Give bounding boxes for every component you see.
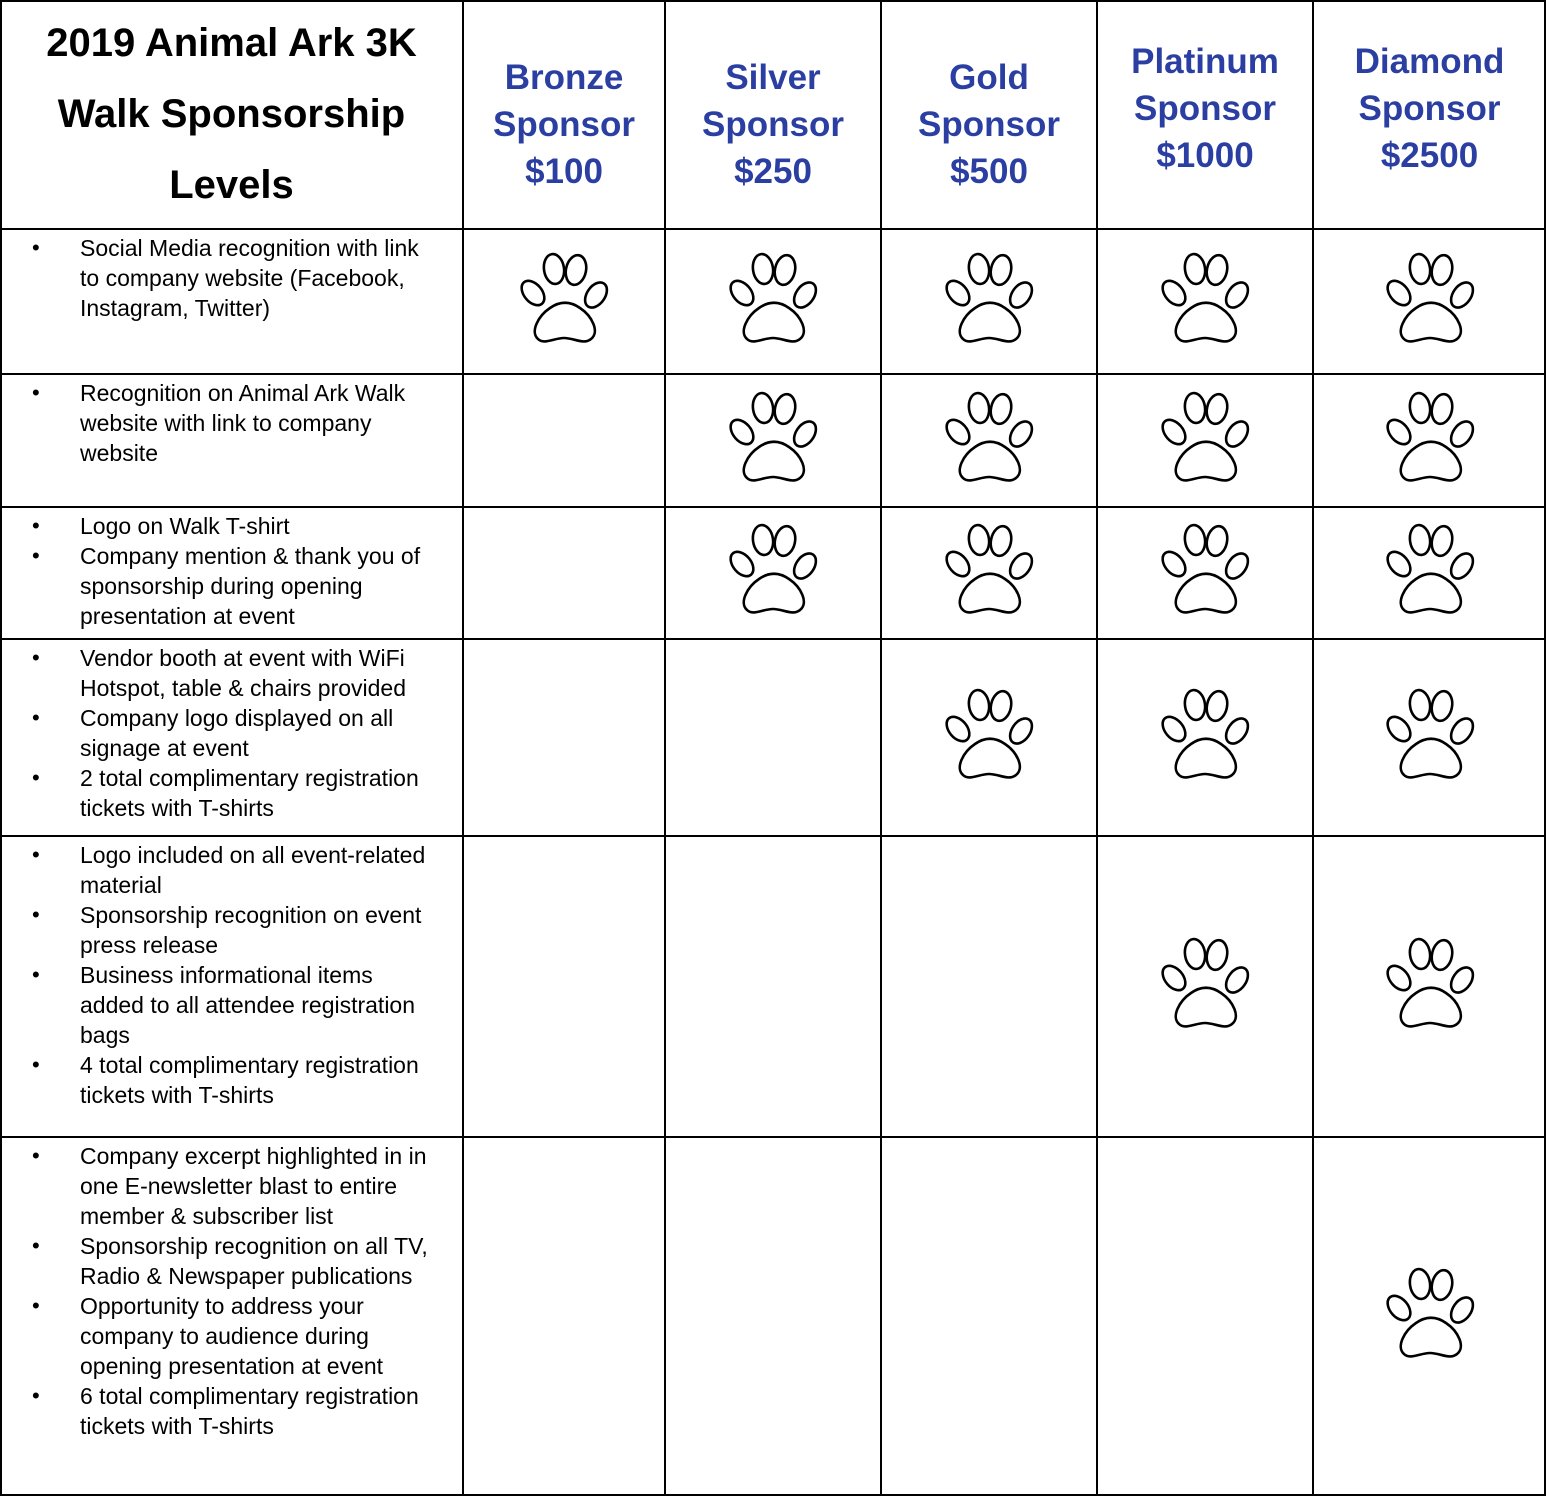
level-name: Silver bbox=[725, 58, 821, 97]
grid-line-horizontal bbox=[0, 1136, 1546, 1138]
tier-cell-silver bbox=[665, 639, 881, 836]
benefit-item: • Social Media recognition with link to company website (Facebook, Instagram, Twitter) bbox=[0, 233, 443, 323]
paw-print-icon bbox=[1157, 688, 1253, 788]
level-header-silver bbox=[665, 10, 881, 239]
benefit-cell bbox=[0, 1137, 463, 1496]
grid-line-horizontal bbox=[0, 228, 1546, 230]
tier-cell-gold bbox=[881, 639, 1097, 836]
benefit-item: • Vendor booth at event with WiFi Hotspot, table & chairs provided bbox=[0, 643, 443, 703]
benefit-list bbox=[0, 840, 443, 1110]
title-line-2: Walk Sponsorship bbox=[57, 92, 406, 136]
tier-cell-diamond bbox=[1313, 836, 1546, 1137]
paw-print-icon bbox=[941, 523, 1037, 623]
tier-cell-gold bbox=[881, 229, 1097, 374]
paw-print-icon bbox=[725, 523, 821, 623]
tier-cell-bronze bbox=[463, 1137, 665, 1496]
title-line-1: 2019 Animal Ark 3K bbox=[46, 21, 417, 65]
level-label: Sponsor bbox=[1358, 89, 1501, 128]
level-label: Sponsor bbox=[702, 105, 844, 144]
grid-line-horizontal bbox=[0, 638, 1546, 640]
level-name: Gold bbox=[949, 58, 1029, 97]
tier-cell-bronze bbox=[463, 836, 665, 1137]
paw-print-icon bbox=[941, 391, 1037, 491]
tier-cell-diamond bbox=[1313, 507, 1546, 639]
tier-cell-silver bbox=[665, 836, 881, 1137]
benefit-item: • 2 total complimentary registration tickets with T-shirts bbox=[0, 763, 443, 823]
paw-print-icon bbox=[941, 688, 1037, 788]
level-name: Diamond bbox=[1354, 42, 1505, 81]
level-price: $2500 bbox=[1380, 136, 1479, 175]
grid-line-vertical bbox=[1312, 0, 1314, 1496]
level-price: $100 bbox=[525, 152, 603, 191]
tier-cell-bronze bbox=[463, 374, 665, 507]
tier-cell-platinum bbox=[1097, 507, 1313, 639]
tier-cell-gold bbox=[881, 374, 1097, 507]
level-label: Sponsor bbox=[1134, 89, 1276, 128]
tier-cell-platinum bbox=[1097, 229, 1313, 374]
paw-print-icon bbox=[1382, 252, 1478, 352]
grid-line-horizontal bbox=[0, 835, 1546, 837]
paw-print-icon bbox=[1382, 937, 1478, 1037]
grid-line-vertical bbox=[1096, 0, 1098, 1496]
paw-print-icon bbox=[1157, 391, 1253, 491]
tier-cell-gold bbox=[881, 507, 1097, 639]
benefit-cell bbox=[0, 639, 463, 836]
tier-cell-diamond bbox=[1313, 374, 1546, 507]
tier-cell-silver bbox=[665, 507, 881, 639]
tier-cell-platinum bbox=[1097, 639, 1313, 836]
tier-cell-gold bbox=[881, 836, 1097, 1137]
level-price: $500 bbox=[950, 152, 1028, 191]
benefit-item: • Recognition on Animal Ark Walk website with link to company website bbox=[0, 378, 443, 468]
benefit-cell bbox=[0, 374, 463, 507]
tier-cell-bronze bbox=[463, 639, 665, 836]
tier-cell-silver bbox=[665, 229, 881, 374]
benefit-item: • Business informational items added to all attendee registration bags bbox=[0, 960, 443, 1050]
grid-line-vertical bbox=[880, 0, 882, 1496]
paw-print-icon bbox=[1382, 391, 1478, 491]
tier-cell-diamond bbox=[1313, 229, 1546, 374]
benefit-list bbox=[0, 233, 443, 323]
benefit-item: • Company logo displayed on all signage at event bbox=[0, 703, 443, 763]
tier-cell-bronze bbox=[463, 507, 665, 639]
benefit-item: • Logo included on all event-related material bbox=[0, 840, 443, 900]
title-line-3: Levels bbox=[169, 163, 294, 207]
level-header-platinum bbox=[1097, 0, 1313, 223]
level-label: Sponsor bbox=[918, 105, 1060, 144]
benefit-cell bbox=[0, 507, 463, 639]
grid-line-horizontal bbox=[0, 373, 1546, 375]
benefit-item: • Logo on Walk T-shirt bbox=[0, 511, 443, 541]
paw-print-icon bbox=[1382, 523, 1478, 623]
table-title bbox=[0, 0, 463, 229]
grid-line-vertical bbox=[462, 0, 464, 1496]
paw-print-icon bbox=[1157, 252, 1253, 352]
benefit-item: • 6 total complimentary registration tickets with T-shirts bbox=[0, 1381, 443, 1441]
tier-cell-diamond bbox=[1313, 639, 1546, 836]
benefit-list bbox=[0, 378, 443, 468]
tier-cell-platinum bbox=[1097, 1137, 1313, 1496]
level-price: $1000 bbox=[1156, 136, 1254, 175]
grid-line-horizontal bbox=[0, 506, 1546, 508]
level-header-bronze bbox=[463, 10, 665, 239]
level-label: Sponsor bbox=[493, 105, 635, 144]
benefit-list bbox=[0, 643, 443, 823]
grid-line-horizontal bbox=[0, 0, 1546, 2]
level-name: Platinum bbox=[1131, 42, 1279, 81]
grid-line-vertical bbox=[664, 0, 666, 1496]
benefit-list bbox=[0, 511, 443, 631]
level-header-diamond bbox=[1313, 0, 1546, 223]
paw-print-icon bbox=[1382, 1267, 1478, 1367]
tier-cell-platinum bbox=[1097, 374, 1313, 507]
tier-cell-diamond bbox=[1313, 1137, 1546, 1496]
tier-cell-platinum bbox=[1097, 836, 1313, 1137]
paw-print-icon bbox=[1157, 523, 1253, 623]
benefit-list bbox=[0, 1141, 443, 1441]
benefit-item: • Company excerpt highlighted in in one E-newsletter blast to entire member & subscriber list bbox=[0, 1141, 443, 1231]
paw-print-icon bbox=[941, 252, 1037, 352]
tier-cell-silver bbox=[665, 1137, 881, 1496]
paw-print-icon bbox=[725, 391, 821, 491]
benefit-cell bbox=[0, 229, 463, 374]
tier-cell-silver bbox=[665, 374, 881, 507]
grid-line-vertical bbox=[0, 0, 2, 1496]
benefit-item: • Sponsorship recognition on all TV, Radio & Newspaper publications bbox=[0, 1231, 443, 1291]
paw-print-icon bbox=[725, 252, 821, 352]
level-name: Bronze bbox=[504, 58, 624, 97]
benefit-item: • Sponsorship recognition on event press release bbox=[0, 900, 443, 960]
benefit-item: • Opportunity to address your company to audience during opening presentation at event bbox=[0, 1291, 443, 1381]
paw-print-icon bbox=[1382, 688, 1478, 788]
level-price: $250 bbox=[734, 152, 812, 191]
tier-cell-gold bbox=[881, 1137, 1097, 1496]
benefit-item: • Company mention & thank you of sponsorship during opening presentation at event bbox=[0, 541, 443, 631]
paw-print-icon bbox=[1157, 937, 1253, 1037]
paw-print-icon bbox=[516, 252, 612, 352]
benefit-item: • 4 total complimentary registration tickets with T-shirts bbox=[0, 1050, 443, 1110]
tier-cell-bronze bbox=[463, 229, 665, 374]
benefit-cell bbox=[0, 836, 463, 1137]
level-header-gold bbox=[881, 10, 1097, 239]
